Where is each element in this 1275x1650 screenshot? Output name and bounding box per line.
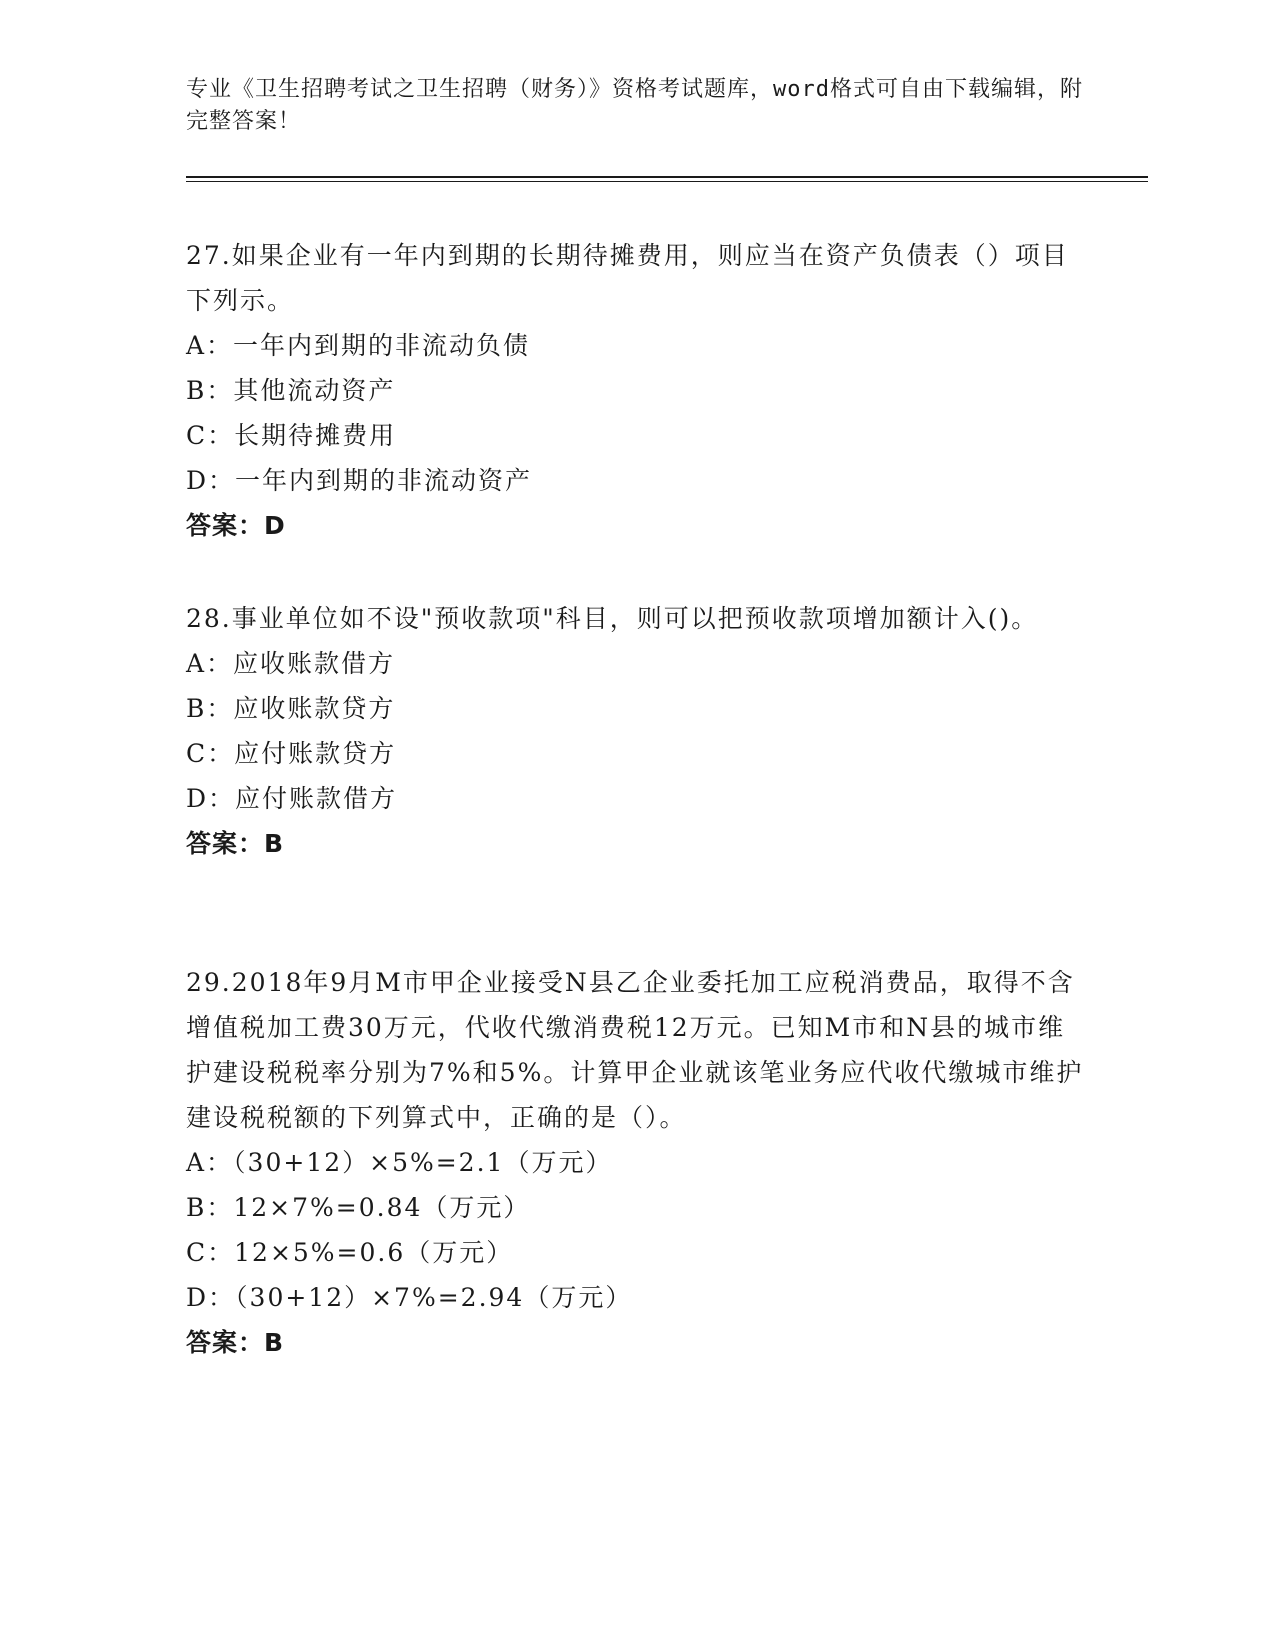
question-27 bbox=[186, 233, 1086, 548]
answer-label: 答案：B bbox=[186, 1328, 285, 1357]
option-b: B：其他流动资产 bbox=[186, 376, 396, 405]
question-29 bbox=[186, 960, 1086, 1365]
option-c: C：长期待摊费用 bbox=[186, 421, 397, 450]
header-divider-thick bbox=[186, 176, 1148, 178]
option-b: B：12×7%=0.84（万元） bbox=[186, 1193, 531, 1222]
question-stem: 28.事业单位如不设"预收款项"科目，则可以把预收款项增加额计入()。 bbox=[186, 604, 1039, 633]
option-d: D：应付账款借方 bbox=[186, 784, 398, 813]
question-28 bbox=[186, 596, 1086, 866]
question-stem: 27.如果企业有一年内到期的长期待摊费用，则应当在资产负债表（）项目下列示。 bbox=[186, 241, 1069, 315]
header-divider-thin bbox=[186, 181, 1148, 182]
option-c: C：12×5%=0.6（万元） bbox=[186, 1238, 514, 1267]
answer-label: 答案：B bbox=[186, 829, 285, 858]
option-a: A：应收账款借方 bbox=[186, 649, 396, 678]
answer-label: 答案：D bbox=[186, 511, 286, 540]
option-d: D：一年内到期的非流动资产 bbox=[186, 466, 533, 495]
option-c: C：应付账款贷方 bbox=[186, 739, 397, 768]
option-a: A：一年内到期的非流动负债 bbox=[186, 331, 531, 360]
option-a: A：（30+12）×5%=2.1（万元） bbox=[186, 1148, 613, 1177]
document-header: 专业《卫生招聘考试之卫生招聘（财务）》资格考试题库，word格式可自由下载编辑，附完整答案！ bbox=[186, 77, 1083, 134]
option-b: B：应收账款贷方 bbox=[186, 694, 396, 723]
option-d: D：（30+12）×7%=2.94（万元） bbox=[186, 1283, 633, 1312]
question-stem: 29.2018年9月M市甲企业接受N县乙企业委托加工应税消费品，取得不含增值税加工费30万元，代收代缴消费税12万元。已知M市和N县的城市维护建设税税率分别为7%和5%。计算甲企业就该笔业务应代收代缴城市维护建设税税额的下列算式中，正确的是（）。 bbox=[186, 968, 1084, 1132]
